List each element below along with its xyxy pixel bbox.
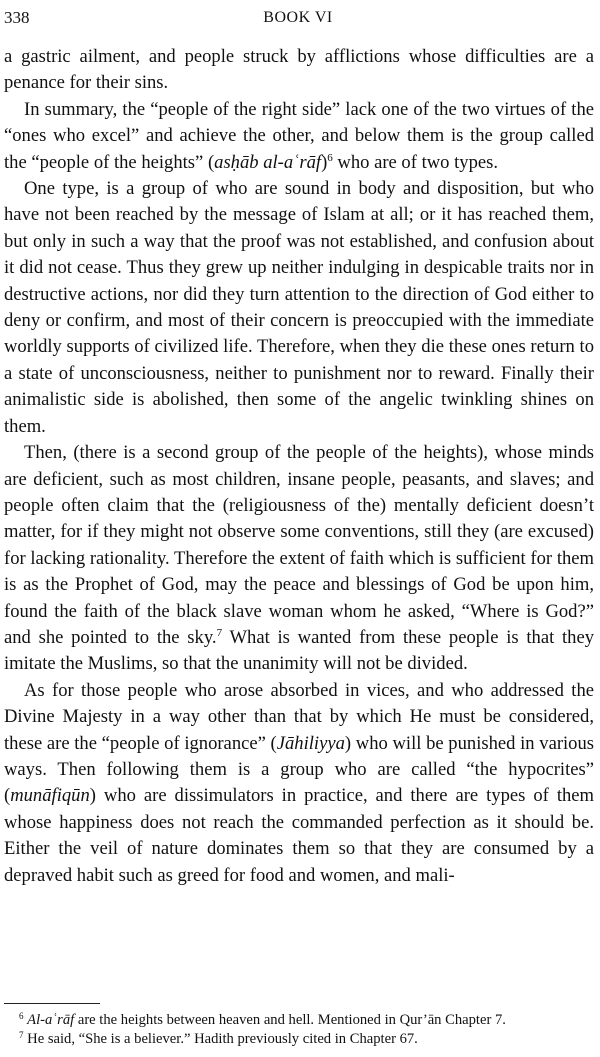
footnotes bbox=[4, 1011, 594, 1049]
text-run: ) who are dissimulators in practice, and there are types of them whose happiness does not reach the commanded perfection as it should be. Either the veil of nature dominates them so that they are consumed by a depraved habit such as greed for food and women, and mali- bbox=[4, 785, 594, 886]
footnote-marker: 7 bbox=[216, 626, 223, 639]
text-run: One type, is a group of who are sound in body and disposition, but who have not been reached by the message of Islam at all; or it has reached them, but only in such a way that the proof was not established, and confusion about it did not cease. Thus they grew up neither indulging in despicable traits nor in destructive actions, nor did they turn attention to the direction of God either to deny or confirm, and most of their concern is preoccupied with the immediate worldly supports of civilized life. Therefore, when they die these ones return to a state of unconsciousness, neither to punishment nor to reward. Finally their animalistic side is abolished, then some of the angelic twinkling shines on them. bbox=[4, 178, 594, 437]
text-run: ) who will be punished in various ways. Then following them is a group who are called “the hypocrites” ( bbox=[4, 732, 595, 807]
text-run: who are of two types. bbox=[332, 151, 499, 173]
text-run: What is wanted from these people is that they imitate the Muslims, so that the unanimity will not be divided. bbox=[4, 626, 594, 675]
text-run: He said, “She is a believer.” Hadith previously cited in Chapter 67. bbox=[23, 1031, 418, 1047]
footnote bbox=[4, 1030, 594, 1049]
body-text bbox=[4, 44, 594, 889]
footnote-marker: 6 bbox=[327, 151, 333, 164]
italic-term: asḥāb al-aʿrāf bbox=[214, 151, 322, 173]
text-run: In summary, the “people of the right side” lack one of the two virtues of the “ones who excel” and achieve the other, and below them is the group called the “people of the heights” ( bbox=[4, 98, 594, 173]
text-run: ) bbox=[321, 151, 328, 173]
paragraph bbox=[4, 44, 594, 97]
running-head: BOOK VI bbox=[263, 9, 333, 26]
page-header bbox=[4, 4, 592, 34]
footnote-marker: 6 bbox=[19, 1011, 24, 1021]
italic-term: Jāhiliyya bbox=[276, 732, 345, 754]
text-run: are the heights between heaven and hell. Mentioned in Qur’ān Chapter 7. bbox=[74, 1012, 506, 1028]
paragraph bbox=[4, 97, 594, 176]
paragraph bbox=[4, 440, 594, 678]
text-run: Then, (there is a second group of the people of the heights), whose minds are deficient, such as most children, insane people, peasants, and slaves; and people often claim that the (religiousness of the) mentally deficient doesn’t matter, for if they might not observe some conventions, still they (are excused) for lacking rationality. Therefore the extent of faith which is sufficient for them is as the Prophet of God, may the peace and blessings of God be upon him, found the faith of the black slave woman whom he asked, “Where is God?” and she pointed to the sky. bbox=[4, 442, 594, 648]
page-number: 338 bbox=[4, 8, 30, 27]
italic-term: Al-aʿrāf bbox=[27, 1012, 75, 1028]
footnote-marker: 7 bbox=[19, 1030, 24, 1040]
italic-term: munāfiqūn bbox=[10, 785, 90, 807]
text-run: a gastric ailment, and people struck by afflictions whose difficulties are a penance for their sins. bbox=[4, 46, 594, 94]
paragraph bbox=[4, 678, 594, 889]
paragraph bbox=[4, 176, 594, 440]
footnote bbox=[4, 1011, 594, 1030]
footnote-rule bbox=[4, 1003, 100, 1004]
text-run: As for those people who arose absorbed in vices, and who addressed the Divine Majesty in a way other than that by which He must be considered, these are the “people of ignorance” ( bbox=[4, 679, 594, 754]
